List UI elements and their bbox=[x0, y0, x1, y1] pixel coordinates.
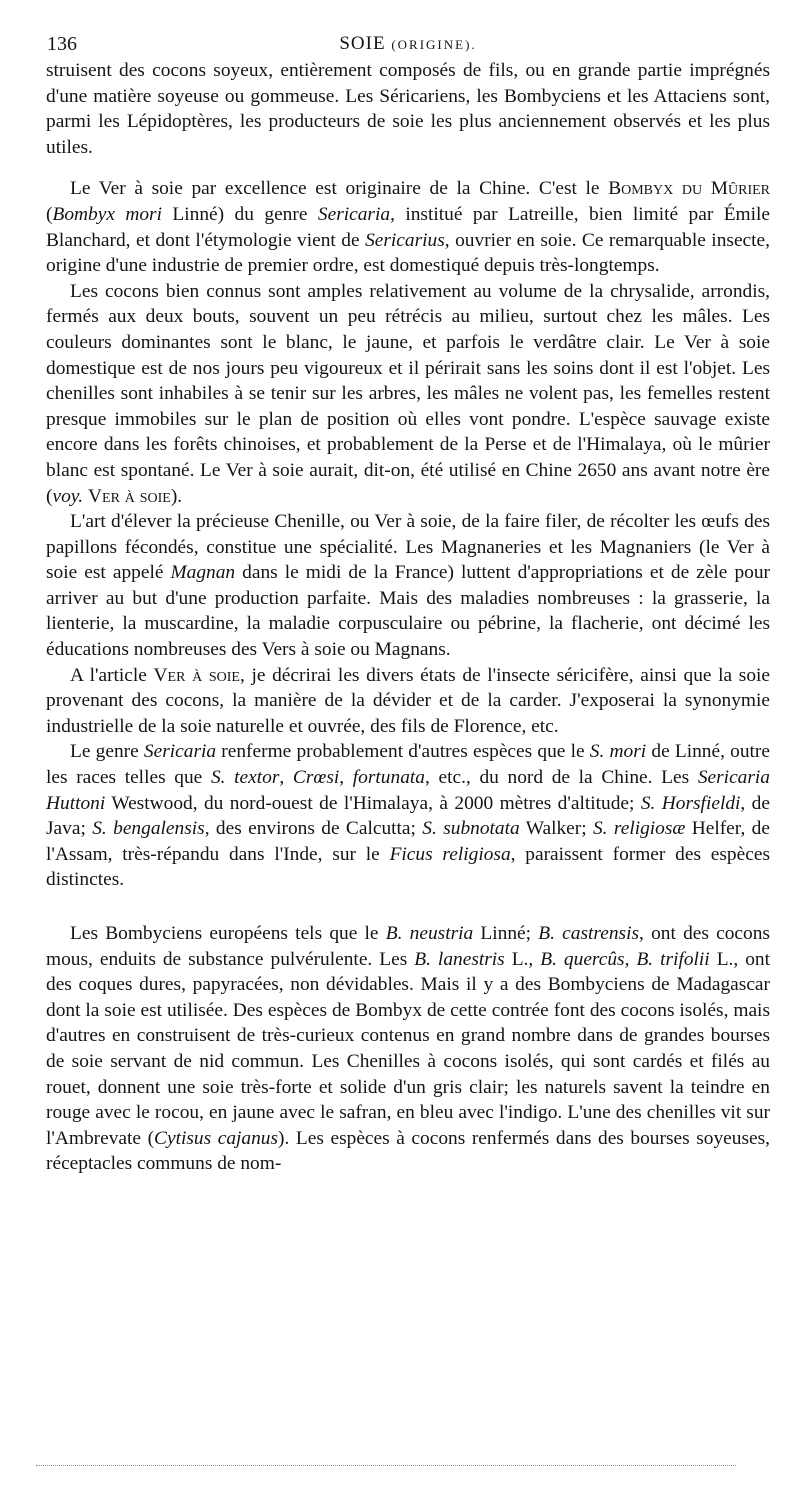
text-run: L'art d'élever la précieuse Chenille, ou Ver à soie, de la faire filer, de récolter les œufs des papillons fécondés, constitue une spécialité. Les Magnaneries et les Magnaniers (le Ver à soie est appelé bbox=[46, 511, 770, 584]
book-page bbox=[46, 30, 770, 1177]
running-title bbox=[46, 30, 770, 59]
small-caps-term: Bombyx du Mûrier bbox=[608, 178, 770, 200]
paragraph-origin bbox=[46, 176, 770, 278]
italic-term: S. religiosæ bbox=[592, 818, 686, 840]
text-run: , institué par Latreille, bien limité par Émile Blanchard, et dont l'étymologie vient de bbox=[46, 203, 771, 251]
italic-term: Sericarius bbox=[365, 229, 445, 251]
italic-term: Sericaria bbox=[143, 741, 217, 763]
text-run: Helfer, de l'Assam, très-répandu dans l'Inde, sur le bbox=[46, 818, 770, 865]
paragraph-continuation: struisent des cocons soyeux, entièrement composés de fils, ou en grande partie imprégnés d'une matière soyeuse ou gommeuse. Les Séricariens, les Bombyciens et les Attaciens sont, parmi les Lépidoptères, les producteurs de soie les plus anciennement observés et les plus utiles. bbox=[46, 60, 770, 158]
italic-term: B. neustria bbox=[385, 923, 474, 944]
text-run: Westwood, du nord-ouest de l'Himalaya, à 2000 mètres d'altitude; bbox=[105, 792, 641, 814]
text-run: , ont des cocons mous, enduits de substance pulvérulente. Les bbox=[46, 923, 770, 970]
text-run: , je décrirai les divers états de l'insecte séricifère, ainsi que la soie provenant des cocons, la manière de la dévider et de la carder. J'exposerai la synonymie industrielle de la soie naturelle et ouvrée, des fils de Florence, etc. bbox=[46, 664, 771, 737]
text-run: , bbox=[279, 767, 293, 789]
italic-term: S. Horsfieldi bbox=[640, 792, 741, 814]
running-title-main: SOIE bbox=[339, 33, 386, 54]
text-run: Linné; bbox=[473, 923, 539, 944]
text-run: dans le midi de la France) luttent d'appropriations et de zèle pour arriver au but d'une production parfaite. Mais des maladies nombreuses : la grasserie, la lienterie, la muscardine, la maladie corpusculaire ou pébrine, la flacherie, ont décimé les éducations nombreuses des Vers à soie ou Magnans. bbox=[46, 562, 770, 661]
text-run: A l'article bbox=[70, 664, 154, 686]
paragraph-sericaria-species bbox=[46, 739, 770, 893]
page-number: 136 bbox=[47, 33, 77, 55]
italic-term: S. mori bbox=[589, 741, 647, 763]
italic-term: B. lanestris bbox=[414, 948, 505, 970]
italic-term: B. castrensis bbox=[538, 923, 640, 944]
paragraph-cocoons bbox=[46, 279, 770, 509]
italic-term: fortunata bbox=[352, 767, 425, 789]
text-run: ( bbox=[46, 203, 53, 225]
text-run: Walker; bbox=[519, 818, 593, 840]
italic-term: Sericaria bbox=[317, 203, 391, 225]
running-head bbox=[46, 30, 770, 58]
paragraph-rearing bbox=[46, 509, 770, 663]
italic-term: Ficus religiosa bbox=[389, 843, 511, 865]
small-caps-term: Ver à soie bbox=[153, 664, 240, 686]
italic-term: B. quercûs bbox=[540, 948, 625, 970]
text-run: L., ont des coques dures, papyracées, non dévidables. Mais il y a des Bombyciens de Madagascar dont la soie est utilisée. Des espèces de Bombyx de cette contrée font des cocons isolés, mais d'autres en construisent de très-curieux contenus en grand nombre dans de grandes bourses de soie servant de nid commun. Les Chenilles à cocons isolés, qui sont cardés et filés au rouet, donnent une soie très-forte et solide d'un gris clair; les naturels savent la teindre en rouge avec le rocou, en jaune avec le safran, en bleu avec l'indigo. L'une des chenilles vit sur l'Ambrevate ( bbox=[46, 948, 770, 1149]
running-title-sub: (ORIGINE). bbox=[391, 37, 477, 52]
text-run: Linné) du genre bbox=[162, 203, 318, 225]
small-caps-term: Ver à soie bbox=[88, 485, 171, 507]
italic-term: Magnan bbox=[170, 562, 236, 584]
text-run: Les cocons bien connus sont amples relativement au volume de la chrysalide, arrondis, fermés aux deux bouts, souvent un peu rétrécis au milieu, surtout chez les mâles. Les couleurs dominantes sont le blanc, le jaune, et parfois le verdâtre clair. Le Ver à soie domestique est de nos jours peu vigoureux et il périrait sans les soins dont il est l'objet. Les chenilles sont inhabiles à se tenir sur les arbres, les mâles ne volent pas, les femelles restent presque immobiles sur le plan de position où elles vont pondre. L'espèce sauvage existe encore dans les forêts chinoises, et probablement de la Perse et de l'Himalaya, où le mûrier blanc est spontané. Le Ver à soie aurait, dit-on, été utilisé en Chine 2650 ans avant notre ère ( bbox=[46, 280, 770, 507]
italic-term: Cytisus cajanus bbox=[154, 1127, 279, 1149]
paragraph-article-reference bbox=[46, 663, 770, 740]
text-run: ). Les espèces à cocons renfermés dans des bourses soyeuses, réceptacles communs de nom- bbox=[46, 1127, 771, 1175]
italic-term: Bombyx mori bbox=[52, 203, 162, 225]
text-run: , des environs de Calcutta; bbox=[204, 818, 423, 840]
text-run: de Linné, outre les races telles que bbox=[46, 741, 770, 789]
italic-term: Crœsi bbox=[292, 767, 340, 789]
text-run: ). bbox=[170, 485, 183, 507]
text-run: Le Ver à soie par excellence est originaire de la Chine. C'est le bbox=[70, 178, 609, 200]
text-run: , bbox=[339, 767, 353, 789]
text-run: Les Bombyciens européens tels que le bbox=[70, 923, 386, 944]
italic-term: S. textor bbox=[210, 767, 280, 789]
italic-term: Sericaria Huttoni bbox=[46, 767, 770, 814]
text-run: , de Java; bbox=[46, 792, 770, 840]
text-run: Le genre bbox=[70, 741, 144, 763]
text-run: , bbox=[624, 948, 637, 970]
text-run: , paraissent former des espèces distinctes. bbox=[46, 843, 770, 891]
text-run: , ouvrier en soie. Ce remarquable insecte, origine d'une industrie de premier ordre, est domestiqué depuis très-longtemps. bbox=[46, 229, 770, 277]
text-run: , etc., du nord de la Chine. Les bbox=[424, 767, 698, 789]
italic-term: B. trifolii bbox=[636, 948, 710, 970]
italic-term: S. subnotata bbox=[422, 818, 520, 840]
text-run: L., bbox=[504, 948, 541, 970]
text-run: renferme probablement d'autres espèces que le bbox=[216, 741, 590, 763]
paragraph-bombyciens bbox=[46, 921, 770, 1177]
bottom-dotted-rule bbox=[36, 1465, 736, 1466]
italic-term: voy. bbox=[52, 485, 84, 507]
italic-term: S. bengalensis bbox=[92, 818, 205, 840]
